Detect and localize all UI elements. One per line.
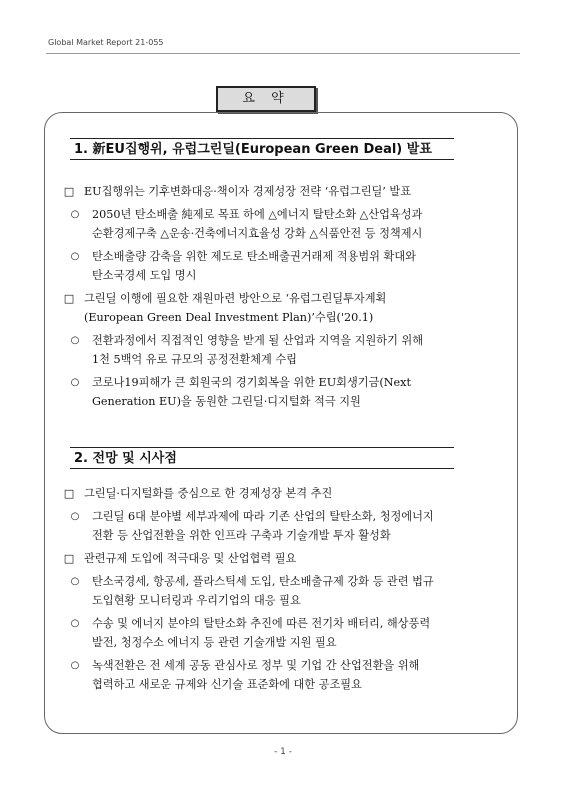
circle-bullet-icon: ○	[70, 618, 80, 629]
main-bullet-item	[58, 182, 508, 201]
sub-bullet-item	[58, 614, 508, 652]
bullet-text-line: 1천 5백억 유로 규모의 공정전환체계 수립	[92, 353, 297, 366]
main-bullet-item	[58, 484, 508, 503]
sub-bullet-item	[58, 247, 508, 285]
bullet-text-line: 관련규제 도입에 적극대응 및 산업협력 필요	[84, 552, 297, 565]
sub-bullet-item	[58, 373, 508, 411]
report-header-label: Global Market Report 21-055	[48, 38, 164, 47]
main-bullet-item	[58, 289, 508, 327]
bullet-text-line: 탄소배출량 감축을 위한 제도로 탄소배출권거래제 적용범위 확대와	[92, 250, 416, 263]
section-2-list	[58, 484, 508, 694]
sub-bullet-item	[58, 331, 508, 369]
bullet-text-line: 탄소국경세, 항공세, 플라스틱세 도입, 탄소배출규제 강화 등 관련 법규	[92, 575, 434, 588]
bullet-text-line: 수송 및 에너지 분야의 탈탄소화 추진에 따른 전기차 배터리, 해상풍력	[92, 617, 431, 630]
bullet-text-line: 순환경제구축 △운송·건축에너지효율성 강화 △식품안전 등 정책제시	[92, 227, 423, 240]
bullet-text-line: 탄소국경세 도입 명시	[92, 269, 197, 282]
circle-bullet-icon: ○	[70, 377, 80, 388]
sub-bullet-item	[58, 507, 508, 545]
section-2-title: 2. 전망 및 시사점	[70, 447, 454, 469]
square-bullet-icon: □	[63, 552, 75, 565]
circle-bullet-icon: ○	[70, 209, 80, 220]
sub-bullet-item	[58, 656, 508, 694]
section-1-list	[58, 182, 508, 411]
bullet-text-line: 그린딜 이행에 필요한 재원마련 방안으로 ‘유럽그린딜투자계획	[84, 292, 387, 305]
header-divider	[46, 53, 520, 54]
bullet-text-line: 전환 등 산업전환을 위한 인프라 구축과 기술개발 투자 활성화	[92, 529, 391, 542]
bullet-text-line: 도입현황 모니터링과 우리기업의 대응 필요	[92, 594, 301, 607]
bullet-text-line: 전환과정에서 직접적인 영향을 받게 될 산업과 지역을 지원하기 위해	[92, 334, 424, 347]
bullet-text-line: 협력하고 새로운 규제와 신기술 표준화에 대한 공조필요	[92, 678, 362, 691]
circle-bullet-icon: ○	[70, 251, 80, 262]
bullet-text-line: Generation EU)을 동원한 그린딜·디지털화 적극 지원	[92, 395, 361, 408]
bullet-text-line: 코로나19피해가 큰 회원국의 경기회복을 위한 EU회생기금(Next	[92, 376, 411, 389]
summary-title: 요 약	[216, 86, 316, 112]
square-bullet-icon: □	[63, 487, 75, 500]
bullet-text-line: 2050년 탄소배출 純제로 목표 하에 △에너지 탈탄소화 △산업육성과	[92, 208, 423, 221]
circle-bullet-icon: ○	[70, 576, 80, 587]
section-1-title: 1. 新EU집행위, 유럽그린딜(European Green Deal) 발표	[70, 138, 454, 160]
circle-bullet-icon: ○	[70, 511, 80, 522]
page-number: - 1 -	[274, 747, 292, 757]
circle-bullet-icon: ○	[70, 660, 80, 671]
main-bullet-item	[58, 549, 508, 568]
bullet-text-line: 녹색전환은 전 세계 공동 관심사로 정부 및 기업 간 산업전환을 위해	[92, 659, 420, 672]
square-bullet-icon: □	[63, 292, 75, 305]
bullet-text-line: EU집행위는 기후변화대응·책이자 경제성장 전략 ‘유럽그린딜’ 발표	[84, 185, 412, 198]
sub-bullet-item	[58, 572, 508, 610]
bullet-text-line: 그린딜 6대 분야별 세부과제에 따라 기존 산업의 탈탄소화, 청정에너지	[92, 510, 434, 523]
sub-bullet-item	[58, 205, 508, 243]
circle-bullet-icon: ○	[70, 335, 80, 346]
bullet-text-line: (European Green Deal Investment Plan)’수립('20.1)	[84, 311, 374, 324]
bullet-text-line: 발전, 청정수소 에너지 등 관련 기술개발 지원 필요	[92, 636, 337, 649]
bullet-text-line: 그린딜·디지털화를 중심으로 한 경제성장 본격 추진	[84, 487, 333, 500]
square-bullet-icon: □	[63, 185, 75, 198]
